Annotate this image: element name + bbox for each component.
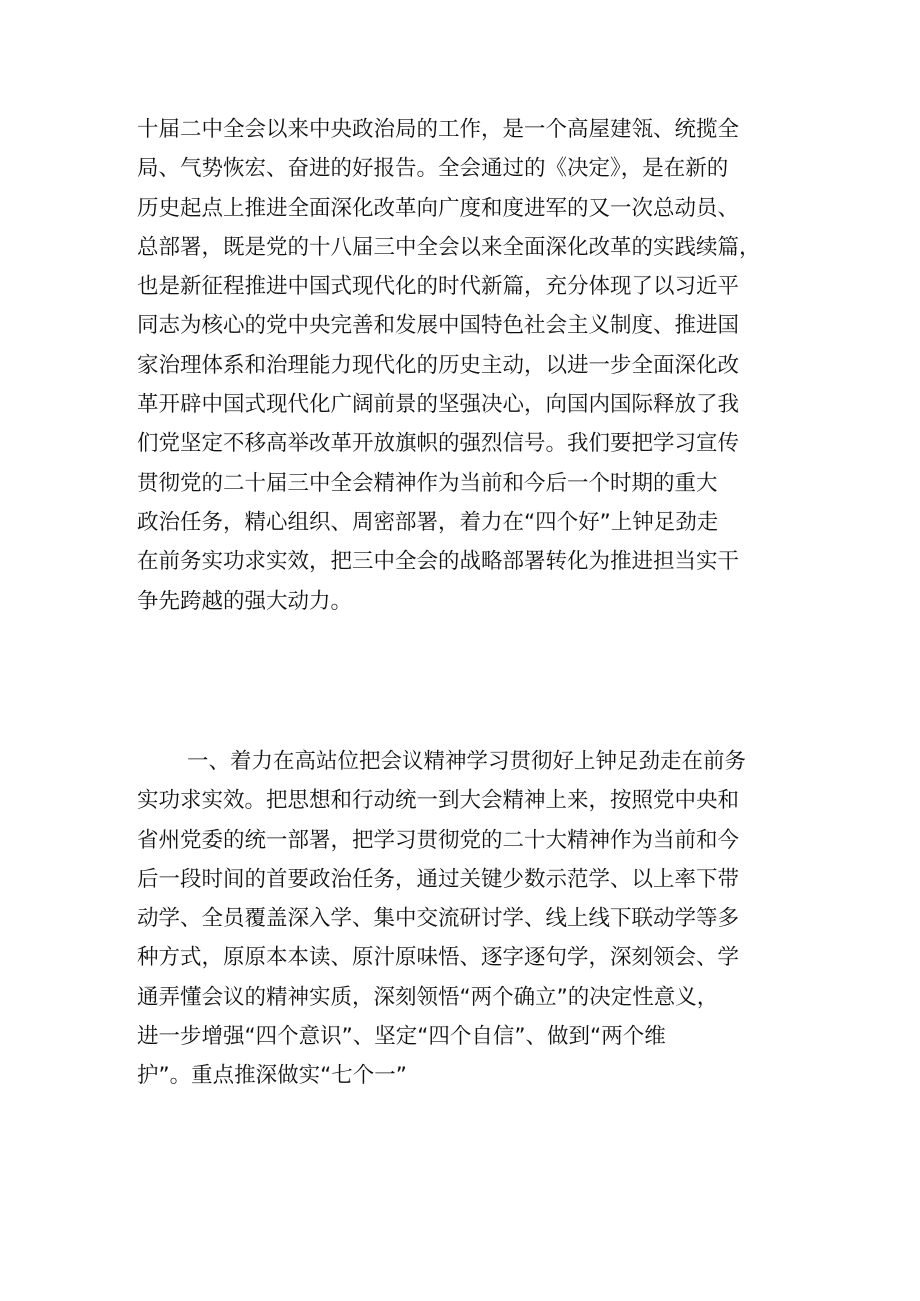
section-heading-line: 一、着力在高站位把会议精神学习贯彻好上钟足劲走在前务 [187,749,747,774]
text-line: 也是新征程推进中国式现代化的时代新篇，充分体现了以习近平 [137,274,740,300]
text-line: 进一步增强“四个意识”、坚定“四个自信”、做到“两个维 [137,1024,666,1050]
text-line: 总部署，既是党的十八届三中全会以来全面深化改革的实践续篇， [137,234,761,260]
text-line: 在前务实功求实效，把三中全会的战略部署转化为推进担当实干 [137,549,740,575]
text-line: 同志为核心的党中央完善和发展中国特色社会主义制度、推进国 [137,313,740,339]
paragraph-intro [137,110,797,621]
text-line: 十届二中全会以来中央政治局的工作，是一个高屋建瓴、统揽全 [137,117,740,142]
text-line: 争先跨越的强大动力。 [137,588,353,614]
text-line: 们党坚定不移高举改革开放旗帜的强烈信号。我们要把学习宣传 [137,431,740,457]
text-line: 通弄懂会议的精神实质，深刻领悟“两个确立”的决定性意义， [137,984,719,1010]
text-line: 动学、全员覆盖深入学、集中交流研讨学、线上线下联动学等多 [137,906,740,932]
text-line: 种方式，原原本本读、原汁原味悟、逐字逐句学，深刻领会、学 [137,945,740,971]
text-line: 历史起点上推进全面深化改革向广度和度进军的又一次总动员、 [137,195,740,221]
text-line: 革开辟中国式现代化广阔前景的坚强决心，向国内国际释放了我 [137,392,740,418]
text-line: 贯彻党的二十届三中全会精神作为当前和今后一个时期的重大 [137,470,718,496]
text-line: 省州党委的统一部署，把学习贯彻党的二十大精神作为当前和今 [137,827,740,853]
text-line: 后一段时间的首要政治任务，通过关键少数示范学、以上率下带 [137,866,740,892]
text-line: 政治任务，精心组织、周密部署，着力在“四个好”上钟足劲走 [137,509,719,535]
text-line: 家治理体系和治理能力现代化的历史主动，以进一步全面深化改 [137,352,740,378]
text-line: 护”。重点推深做实“七个一” [137,1063,407,1089]
text-line: 实功求实效。把思想和行动统一到大会精神上来，按照党中央和 [137,788,740,814]
paragraph-section-one [137,742,797,1096]
text-line: 局、气势恢宏、奋进的好报告。全会通过的《决定》，是在新的 [137,156,729,182]
